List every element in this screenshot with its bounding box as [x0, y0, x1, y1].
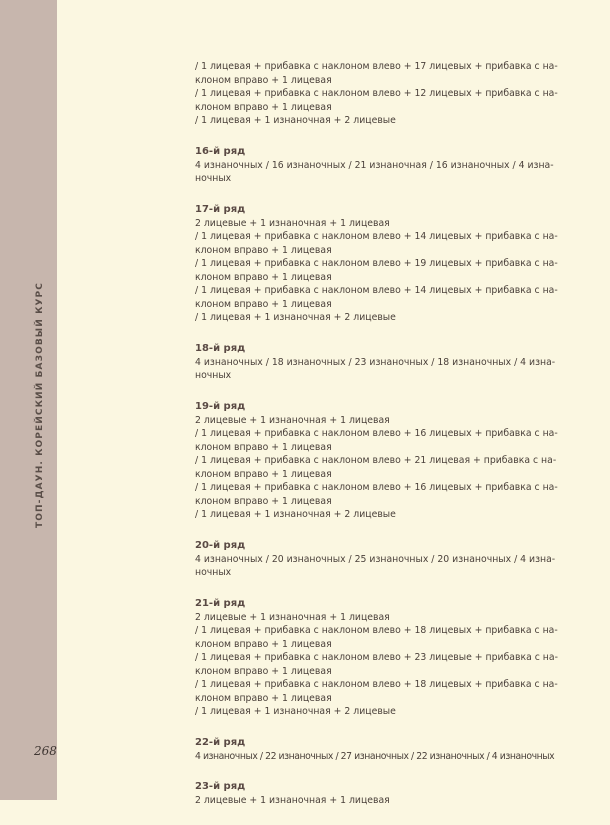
row-16-block: [195, 145, 554, 186]
instruction-line: / 1 лицевая + прибавка с наклоном влево + 17 лицевых + прибавка с на-: [195, 61, 558, 72]
instruction-line: 4 изнаночных / 16 изнаночных / 21 изнаночная / 16 изнаночных / 4 изна-: [195, 159, 554, 171]
row-heading: 20-й ряд: [195, 539, 246, 551]
instruction-line: ночных: [195, 173, 232, 184]
instruction-line: / 1 лицевая + прибавка с наклоном влево + 18 лицевых + прибавка с на-: [195, 679, 558, 690]
instruction-line: клоном вправо + 1 лицевая: [195, 665, 332, 677]
instruction-line: клоном вправо + 1 лицевая: [195, 468, 332, 480]
instruction-line: клоном вправо + 1 лицевая: [195, 244, 332, 256]
instruction-line: / 1 лицевая + 1 изнаночная + 2 лицевые: [195, 115, 396, 126]
side-band: [0, 0, 57, 800]
intro-block: [195, 60, 558, 128]
instruction-line: клоном вправо + 1 лицевая: [195, 101, 332, 113]
instruction-line: / 1 лицевая + прибавка с наклоном влево + 16 лицевых + прибавка с на-: [195, 428, 558, 439]
instruction-line: 2 лицевые + 1 изнаночная + 1 лицевая: [195, 795, 390, 806]
row-21-block: [195, 597, 558, 719]
instruction-line: клоном вправо + 1 лицевая: [195, 692, 332, 704]
row-heading: 17-й ряд: [195, 203, 246, 215]
running-header: ТОП-ДАУН. КОРЕЙСКИЙ БАЗОВЫЙ КУРС: [35, 282, 45, 528]
row-22-block: [195, 736, 555, 764]
page-number: 268: [34, 744, 57, 758]
instructions-body: [195, 60, 558, 825]
instruction-line: / 1 лицевая + прибавка с наклоном влево + 14 лицевых + прибавка с на-: [195, 285, 558, 296]
instruction-line: ночных: [195, 370, 232, 381]
row-heading: 22-й ряд: [195, 736, 246, 748]
row-heading: 16-й ряд: [195, 145, 246, 157]
instruction-line: / 1 лицевая + прибавка с наклоном влево + 16 лицевых + прибавка с на-: [195, 482, 558, 493]
row-19-block: [195, 400, 558, 522]
row-heading: 23-й ряд: [195, 781, 246, 792]
instruction-line: / 1 лицевая + прибавка с наклоном влево + 12 лицевых + прибавка с на-: [195, 88, 558, 99]
instruction-line: / 1 лицевая + прибавка с наклоном влево + 18 лицевых + прибавка с на-: [195, 625, 558, 636]
instruction-line: / 1 лицевая + прибавка с наклоном влево + 21 лицевая + прибавка с на-: [195, 455, 557, 466]
instruction-line: клоном вправо + 1 лицевая: [195, 441, 332, 453]
row-heading: 19-й ряд: [195, 400, 246, 412]
row-heading: 21-й ряд: [195, 597, 246, 609]
instruction-line: клоном вправо + 1 лицевая: [195, 271, 332, 283]
instruction-line: / 1 лицевая + прибавка с наклоном влево + 23 лицевые + прибавка с на-: [195, 652, 558, 663]
row-heading: 18-й ряд: [195, 342, 246, 354]
instruction-line: 4 изнаночных / 20 изнаночных / 25 изнаночных / 20 изнаночных / 4 изна-: [195, 553, 556, 565]
instruction-line: 2 лицевые + 1 изнаночная + 1 лицевая: [195, 217, 390, 229]
instruction-line: / 1 лицевая + 1 изнаночная + 2 лицевые: [195, 312, 396, 323]
instruction-line: клоном вправо + 1 лицевая: [195, 298, 332, 310]
instruction-line: 2 лицевые + 1 изнаночная + 1 лицевая: [195, 414, 390, 426]
row-17-block: [195, 203, 558, 325]
instruction-line: клоном вправо + 1 лицевая: [195, 638, 332, 650]
instruction-line: / 1 лицевая + 1 изнаночная + 2 лицевые: [195, 509, 396, 520]
instruction-line: клоном вправо + 1 лицевая: [195, 495, 332, 507]
row-20-block: [195, 539, 556, 580]
instruction-line: клоном вправо + 1 лицевая: [195, 74, 332, 86]
instruction-line: / 1 лицевая + 1 изнаночная + 2 лицевые: [195, 706, 396, 717]
instruction-line: / 1 лицевая + прибавка с наклоном влево + 19 лицевых + прибавка с на-: [195, 258, 558, 269]
instruction-line: ночных: [195, 567, 232, 578]
row-23-block: [195, 780, 540, 808]
row-18-block: [195, 342, 556, 383]
instruction-line: 4 изнаночных / 18 изнаночных / 23 изнаночных / 18 изнаночных / 4 изна-: [195, 356, 556, 368]
instruction-line: 4 изнаночных / 22 изнаночных / 27 изнаночных / 22 изнаночных / 4 изнаночных: [195, 750, 555, 762]
instruction-line: 2 лицевые + 1 изнаночная + 1 лицевая: [195, 611, 390, 623]
instruction-line: / 1 лицевая + прибавка с наклоном влево + 14 лицевых + прибавка с на-: [195, 231, 558, 242]
